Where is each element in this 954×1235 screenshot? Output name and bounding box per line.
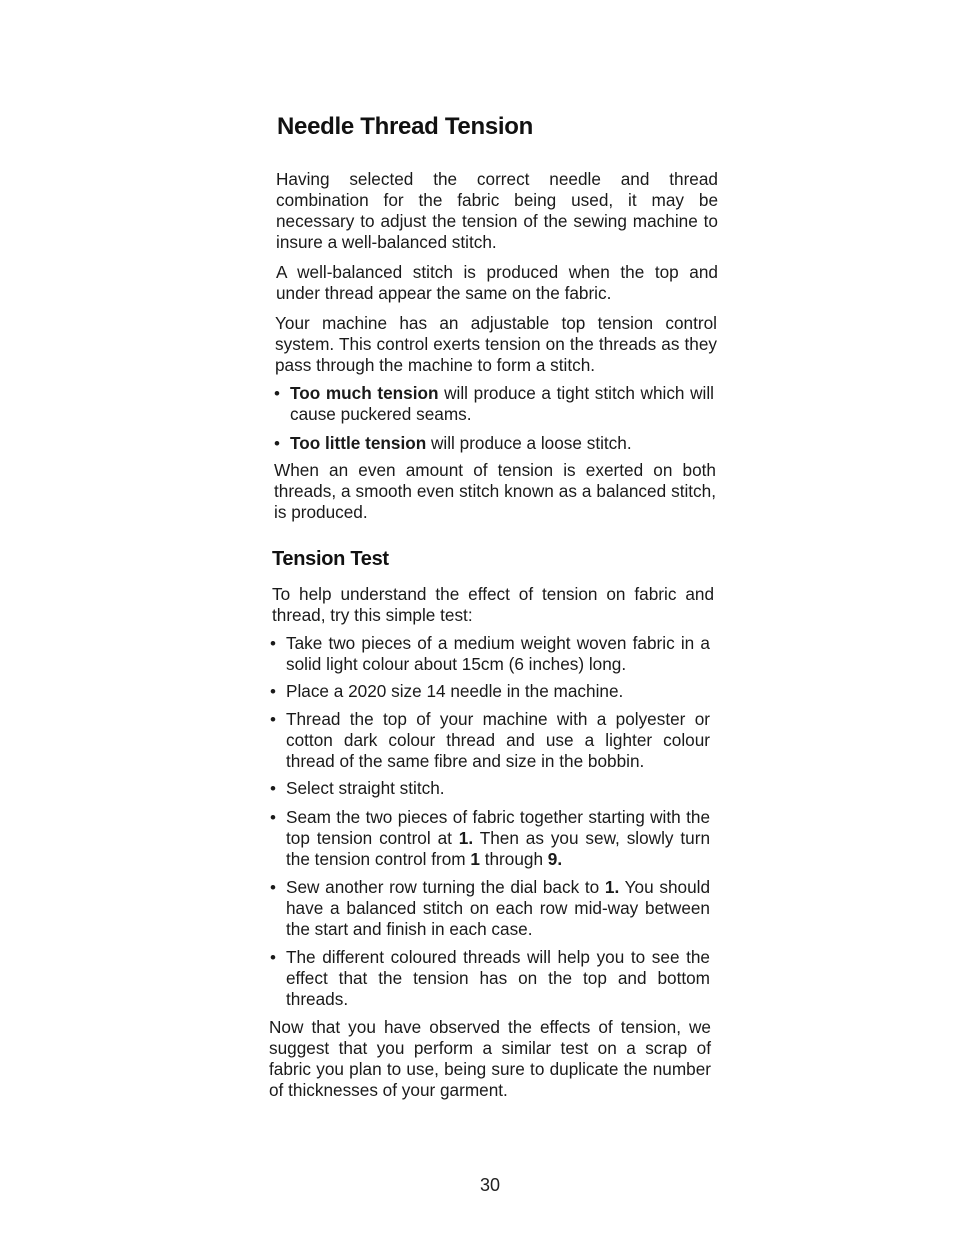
- step-text: Then as you sew, slowly turn the tension control from: [286, 828, 710, 869]
- too-much-tension-text: will produce a tight stitch which will cause puckered seams.: [290, 383, 714, 424]
- list-item: [270, 709, 710, 772]
- step-text: Take two pieces of a medium weight woven fabric in a solid light colour about 15cm (6 inches) long.: [286, 633, 710, 674]
- list-item: [274, 433, 714, 454]
- list-item: [270, 633, 710, 675]
- page-title: Needle Thread Tension: [277, 113, 533, 140]
- list-item: [270, 807, 710, 870]
- step-text: Sew another row turning the dial back to: [286, 877, 605, 897]
- intro-paragraph-1: Having selected the correct needle and thread combination for the fabric being used, it may be necessary to adjust the tension of the sewing machine to insure a well-balanced stitch.: [276, 169, 718, 252]
- intro-paragraph-3: Your machine has an adjustable top tension control system. This control exerts tension on the threads as they pass through the machine to form a stitch.: [275, 313, 717, 375]
- section-heading: Tension Test: [272, 548, 389, 570]
- list-item: [270, 877, 710, 940]
- step-text: 1.: [604, 877, 620, 897]
- step-text: 1.: [458, 828, 474, 848]
- step-text: You should have a balanced stitch on each row mid-way between the start and finish in each case.: [286, 877, 710, 939]
- step-text: Thread the top of your machine with a polyester or cotton dark colour thread and use a lighter colour thread of the same fibre and size in the bobbin.: [286, 709, 710, 771]
- too-little-tension-text: will produce a loose stitch.: [426, 433, 632, 453]
- too-little-tension-label: Too little tension: [290, 433, 427, 453]
- test-steps-list: [270, 633, 710, 1010]
- balanced-stitch-paragraph: When an even amount of tension is exerted on both threads, a smooth even stitch known as a balanced stitch, is produced.: [274, 460, 716, 522]
- closing-paragraph: Now that you have observed the effects of tension, we suggest that you perform a similar test on a scrap of fabric you plan to use, being sure to duplicate the number of thicknesses of your garment.: [269, 1017, 711, 1100]
- intro-paragraph-2: A well-balanced stitch is produced when the top and under thread appear the same on the fabric.: [276, 262, 718, 303]
- step-text: 9.: [547, 849, 563, 869]
- list-item: [270, 947, 710, 1010]
- list-item: [270, 681, 710, 702]
- list-item: [270, 778, 710, 799]
- step-text: The different coloured threads will help you to see the effect that the tension has on the top and bottom threads.: [286, 947, 710, 1009]
- test-intro-paragraph: To help understand the effect of tension on fabric and thread, try this simple test:: [272, 584, 714, 625]
- step-text: through: [479, 849, 548, 869]
- step-text: Place a 2020 size 14 needle in the machine.: [286, 681, 624, 701]
- tension-effects-list: [274, 383, 714, 462]
- list-item: [274, 383, 714, 425]
- page-number: 30: [479, 1175, 501, 1195]
- step-text: 1: [470, 849, 480, 869]
- too-much-tension-label: Too much tension: [290, 383, 439, 403]
- step-text: Seam the two pieces of fabric together starting with the top tension control at: [286, 807, 710, 848]
- step-text: Select straight stitch.: [286, 778, 445, 798]
